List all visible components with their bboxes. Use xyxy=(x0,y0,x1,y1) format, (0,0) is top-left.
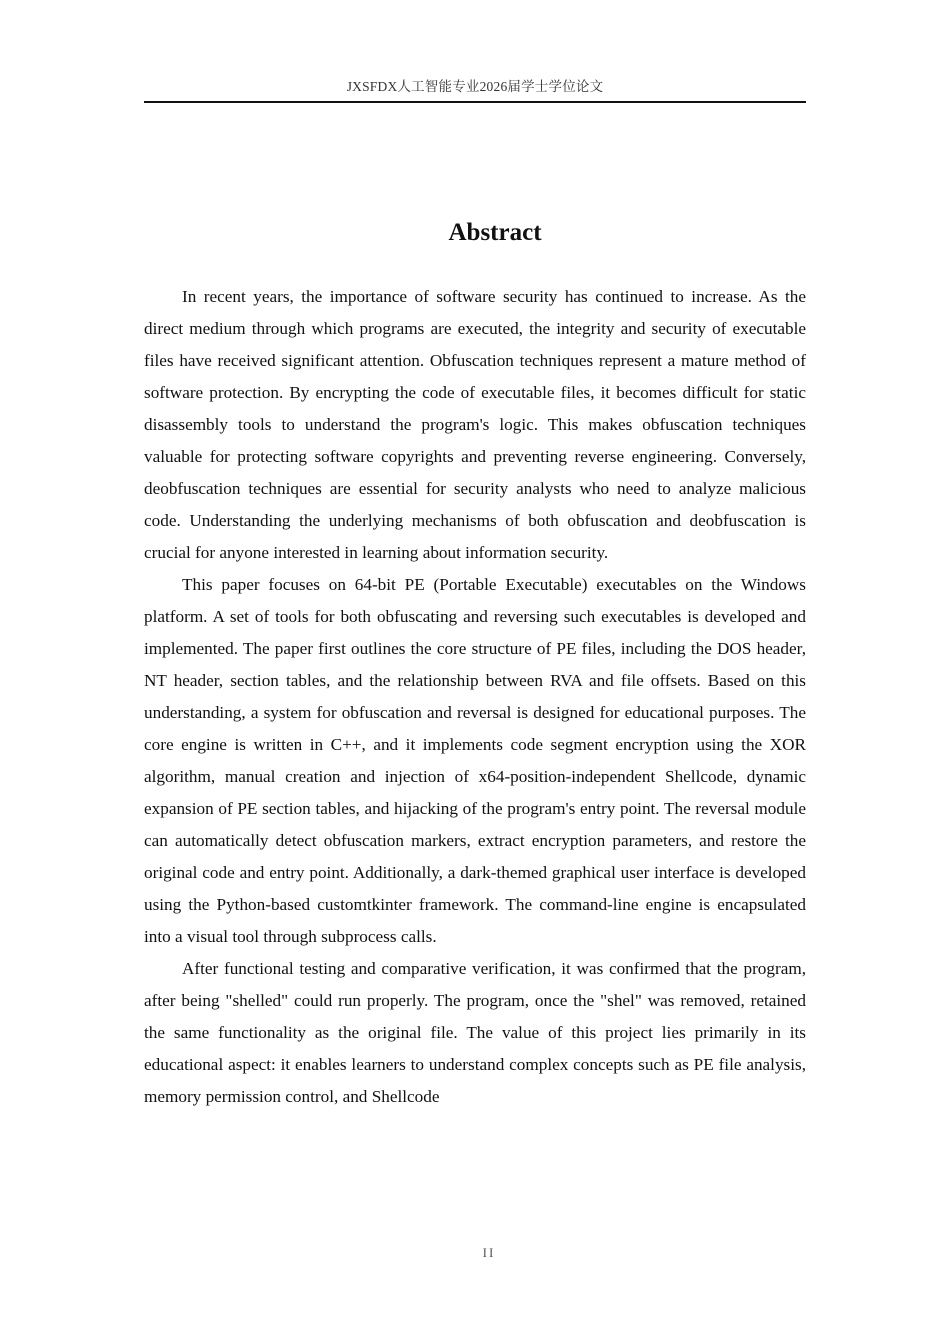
abstract-heading: Abstract xyxy=(448,219,542,246)
page-header xyxy=(144,77,806,103)
page-number: II xyxy=(482,1245,496,1260)
thesis-header-title: JXSFDX人工智能专业2026届学士学位论文 xyxy=(346,79,604,94)
abstract-paragraph-3: After functional testing and comparative verification, it was confirmed that the program, after being "shelled" could run properly. The program, once the "shel" was removed, retained the same functionality as the original file. The value of this project lies primarily in its educational aspect: it enables learners to understand complex concepts such as PE file analysis, memory permission control, and Shellcode xyxy=(144,959,806,1106)
abstract-body xyxy=(144,281,806,1113)
abstract-paragraph-2: This paper focuses on 64-bit PE (Portable Executable) executables on the Windows platform. A set of tools for both obfuscating and reversing such executables is developed and implemented. The paper first outlines the core structure of PE files, including the DOS header, NT header, section tables, and the relationship between RVA and file offsets. Based on this understanding, a system for obfuscation and reversal is designed for educational purposes. The core engine is written in C++, and it implements code segment encryption using the XOR algorithm, manual creation and injection of x64-position-independent Shellcode, dynamic expansion of PE section tables, and hijacking of the program's entry point. The reversal module can automatically detect obfuscation markers, extract encryption parameters, and restore the original code and entry point. Additionally, a dark-themed graphical user interface is developed using the Python-based customtkinter framework. The command-line engine is encapsulated into a visual tool through subprocess calls. xyxy=(144,575,806,946)
abstract-paragraph-1: In recent years, the importance of software security has continued to increase. As the direct medium through which programs are executed, the integrity and security of executable files have received significant attention. Obfuscation techniques represent a mature method of software protection. By encrypting the code of executable files, it becomes difficult for static disassembly tools to understand the program's logic. This makes obfuscation techniques valuable for protecting software copyrights and preventing reverse engineering. Conversely, deobfuscation techniques are essential for security analysts who need to analyze malicious code. Understanding the underlying mechanisms of both obfuscation and deobfuscation is crucial for anyone interested in learning about information security. xyxy=(144,287,806,562)
